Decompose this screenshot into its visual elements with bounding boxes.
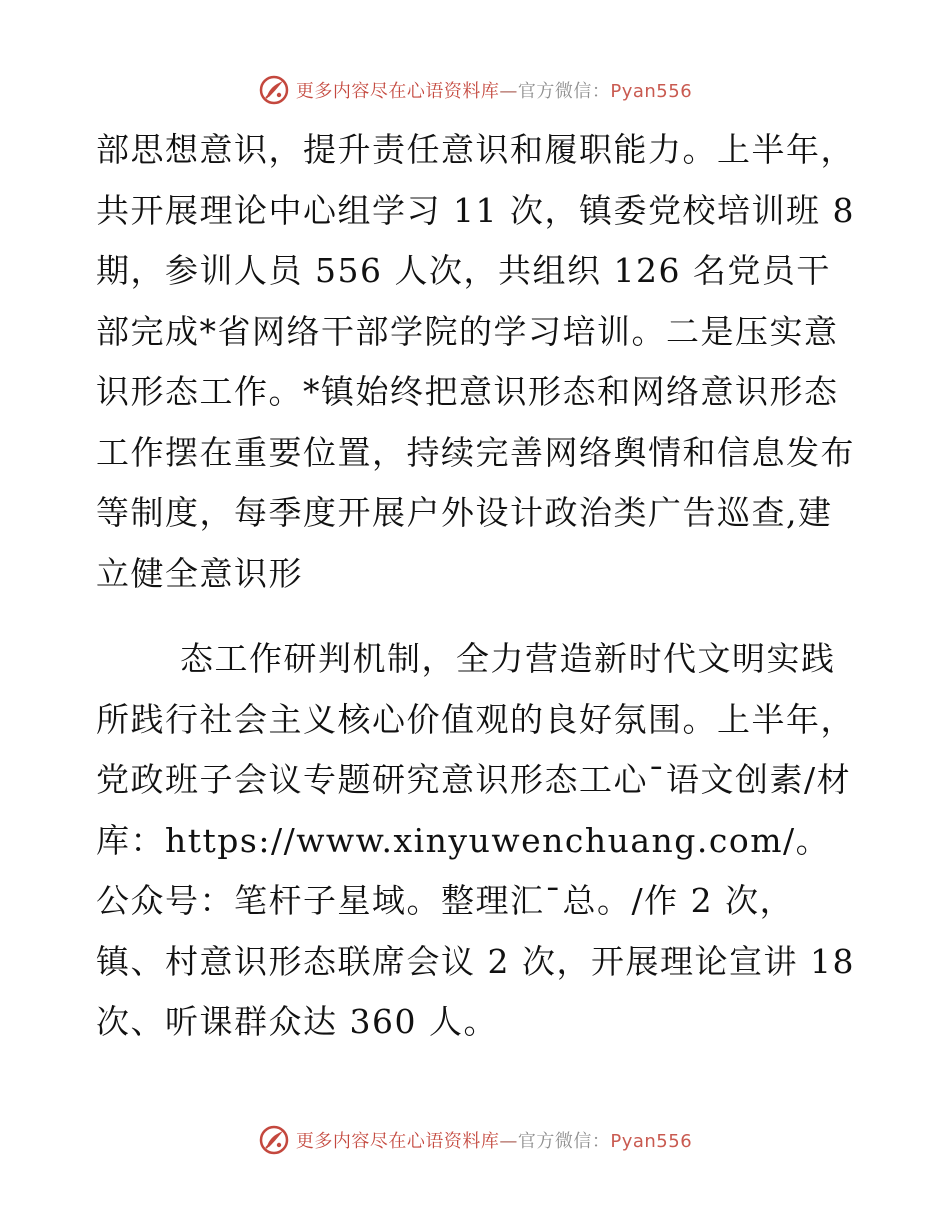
footer-banner-label: 官方微信： bbox=[517, 1131, 611, 1152]
footer-banner-highlight: 更多内容尽在心语资料库 bbox=[295, 1131, 500, 1152]
document-body bbox=[96, 120, 856, 1053]
brand-logo-icon bbox=[258, 1124, 290, 1156]
body-paragraph-2: 态工作研判机制，全力营造新时代文明实践所践行社会主义核心价值观的良好氛围。上半年，党政班子会议专题研究意识形态工心¯语文创素/材库：https://www.xinyuwenchuang.com/。公众号：笔杆子星域。整理汇¯总。/作 2 次，镇、村意识形态联席会议 2 次，开展理论宣讲 18 次、听课群众达 360 人。 bbox=[96, 639, 855, 1041]
header-banner-account: Pyan556 bbox=[610, 81, 693, 102]
body-paragraph-1: 部思想意识，提升责任意识和履职能力。上半年，共开展理论中心组学习 11 次，镇委党校培训班 8 期，参训人员 556 人次，共组织 126 名党员干部完成*省网络干部学院的学习培训。二是压实意识形态工作。*镇始终把意识形态和网络意识形态工作摆在重要位置，持续完善网络舆情和信息发布等制度，每季度开展户外设计政治类广告巡查,建立健全意识形 bbox=[96, 130, 855, 593]
footer-banner bbox=[0, 1122, 950, 1158]
footer-banner-account: Pyan556 bbox=[610, 1131, 693, 1152]
brand-logo-icon bbox=[258, 74, 290, 106]
footer-banner-separator: — bbox=[499, 1131, 518, 1152]
header-banner-separator: — bbox=[499, 81, 518, 102]
header-banner-text bbox=[296, 77, 692, 103]
header-banner-label: 官方微信： bbox=[517, 81, 611, 102]
header-banner bbox=[0, 72, 950, 108]
header-banner-highlight: 更多内容尽在心语资料库 bbox=[295, 81, 500, 102]
footer-banner-text bbox=[296, 1127, 692, 1153]
